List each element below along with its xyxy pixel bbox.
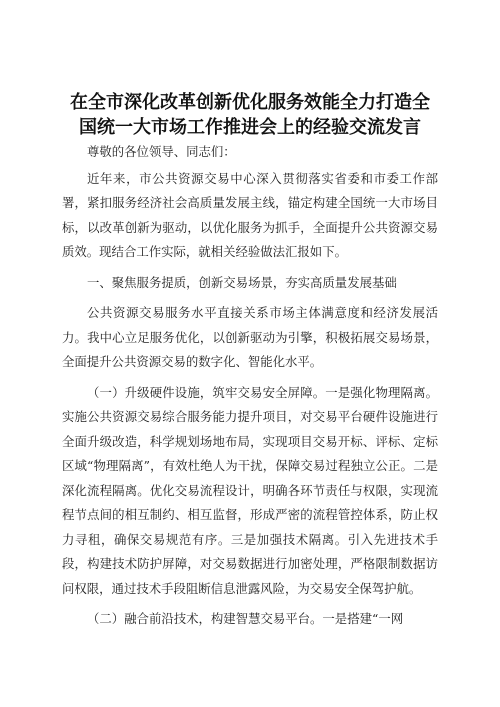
section-1-heading: 一、聚焦服务提质，创新交易场景，夯实高质量发展基础 xyxy=(87,274,397,290)
title-line-1: 在全市深化改革创新优化服务效能全力打造全 xyxy=(70,92,430,113)
item-2-paragraph: （二）融合前沿技术，构建智慧交易平台。一是搭建“一网 xyxy=(87,611,404,626)
document-body xyxy=(62,140,438,632)
item-1-paragraph: （一）升级硬件设施，筑牢交易安全屏障。一是强化物理隔离。实施公共资源交易综合服务能力提升项目，对交易平台硬件设施进行全面升级改造，科学规划场地布局，实现项目交易开标、评标、定标区域“物理隔离”，有效杜绝人为干扰，保障交易过程独立公正。二是深化流程隔离。优化交易流程设计，明确各环节责任与权限，实现流程节点间的相互制约、相互监督，形成严密的流程管控体系，防止权力寻租，确保交易规范有序。三是加强技术隔离。引入先进技术手段，构建技术防护屏障，对交易数据进行加密处理，严格限制数据访问权限，通过技术手段阻断信息泄露风险，为交易安全保驾护航。 xyxy=(62,384,438,596)
intro-paragraph: 近年来，市公共资源交易中心深入贯彻落实省委和市委工作部署，紧扣服务经济社会高质量发展主线，锚定构建全国统一大市场目标，以改革创新为驱动，以优化服务为抓手，全面提升公共资源交易质效。现结合工作实际，就相关经验做法汇报如下。 xyxy=(62,170,438,259)
document-title xyxy=(60,90,440,140)
title-line-2: 国统一大市场工作推进会上的经验交流发言 xyxy=(79,117,421,138)
salutation: 尊敬的各位领导、同志们： xyxy=(87,144,236,159)
section-1-intro-paragraph: 公共资源交易服务水平直接关系市场主体满意度和经济发展活力。我中心立足服务优化，以创新驱动为引擎，积极拓展交易场景，全面提升公共资源交易的数字化、智能化水平。 xyxy=(62,305,438,369)
